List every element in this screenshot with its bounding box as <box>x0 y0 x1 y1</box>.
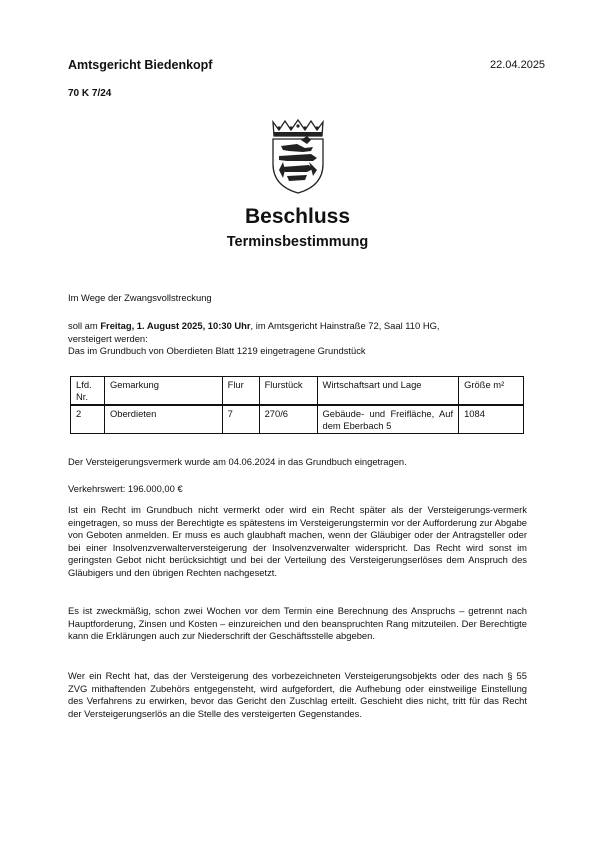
table-header-cell: Wirtschaftsart und Lage <box>317 377 459 406</box>
termin-line-2: versteigert werden: <box>68 332 148 344</box>
document-title: Beschluss <box>244 205 351 228</box>
hessen-coat-of-arms-icon <box>267 118 329 194</box>
verkehrswert-text: Verkehrswert: 196.000,00 € <box>68 483 183 494</box>
paragraph-berechnung: Es ist zweckmäßig, schon zwei Wochen vor dem Termin eine Berechnung des Anspruchs – getrennt nach Hauptforderung, Zinsen und Kosten – einzureichen und den beanspruchten Rang mitzuteilen. Der Berechtigte kann die Erklärungen auch zur Niederschrift der Geschäftsstelle abgeben. <box>68 605 527 642</box>
termin-block <box>68 320 527 358</box>
table-header-cell: Gemarkung <box>104 377 222 406</box>
table-header-cell: Größe m² <box>459 377 524 406</box>
termin-suffix: , im Amtsgericht Hainstraße 72, Saal 110 HG, <box>250 320 440 331</box>
document-date: 22.04.2025 <box>490 59 546 71</box>
table-row <box>71 405 524 434</box>
grundstueck-table <box>70 376 524 434</box>
table-header-cell: Flurstück <box>259 377 317 406</box>
grundbuch-line: Das im Grundbuch von Oberdieten Blatt 1219 eingetragene Grundstück <box>68 345 366 357</box>
table-cell: Oberdieten <box>104 405 222 434</box>
table-header-cell: Flur <box>222 377 259 406</box>
termin-prefix: soll am <box>68 320 101 331</box>
document-subtitle: Terminsbestimmung <box>226 234 369 250</box>
table-header-cell: Lfd. Nr. <box>71 377 105 406</box>
table-cell: 270/6 <box>259 405 317 434</box>
vermerk-text: Der Versteigerungsvermerk wurde am 04.06.2024 in das Grundbuch eingetragen. <box>68 456 407 467</box>
court-name: Amtsgericht Biedenkopf <box>68 58 213 72</box>
table-cell: 1084 <box>459 405 524 434</box>
table-cell: Gebäude- und Freifläche, Auf dem Eberbach 5 <box>317 405 459 434</box>
case-number: 70 K 7/24 <box>68 88 112 99</box>
table-cell: 7 <box>222 405 259 434</box>
table-cell: 2 <box>71 405 105 434</box>
termin-line <box>68 320 527 333</box>
paragraph-anmeldung: Ist ein Recht im Grundbuch nicht vermerkt oder wird ein Recht später als der Versteigerungs-vermerk eingetragen, so muss der Berechtigte es spätestens im Versteigerungstermin vor der Aufforderung zur Abgabe von Geboten anmelden. Er muss es auch glaubhaft machen, wenn der Gläubiger oder der Antragsteller oder bei einer Insolvenzverwalterversteigerung der Insolvenzverwalter widerspricht. Das Recht wird sonst im geringsten Gebot nicht berücksichtigt und bei der Verteilung des Versteigerungserlöses dem Anspruch des Gläubigers und den übrigen Rechten nachgesetzt. <box>68 504 527 578</box>
table-header-row <box>71 377 524 406</box>
intro-text: Im Wege der Zwangsvollstreckung <box>68 292 212 303</box>
paragraph-aufhebung: Wer ein Recht hat, das der Versteigerung des vorbezeichneten Versteigerungsobjekts oder des nach § 55 ZVG mithaftenden Zubehörs entgegensteht, wird aufgefordert, die Aufhebung oder einstweilige Einstellung des Verfahrens zu erwirken, bevor das Gericht den Zuschlag erteilt. Geschieht dies nicht, tritt für das Recht der Versteigerungserlös an die Stelle des versteigerten Gegenstandes. <box>68 670 527 719</box>
termin-date: Freitag, 1. August 2025, 10:30 Uhr <box>100 320 251 331</box>
